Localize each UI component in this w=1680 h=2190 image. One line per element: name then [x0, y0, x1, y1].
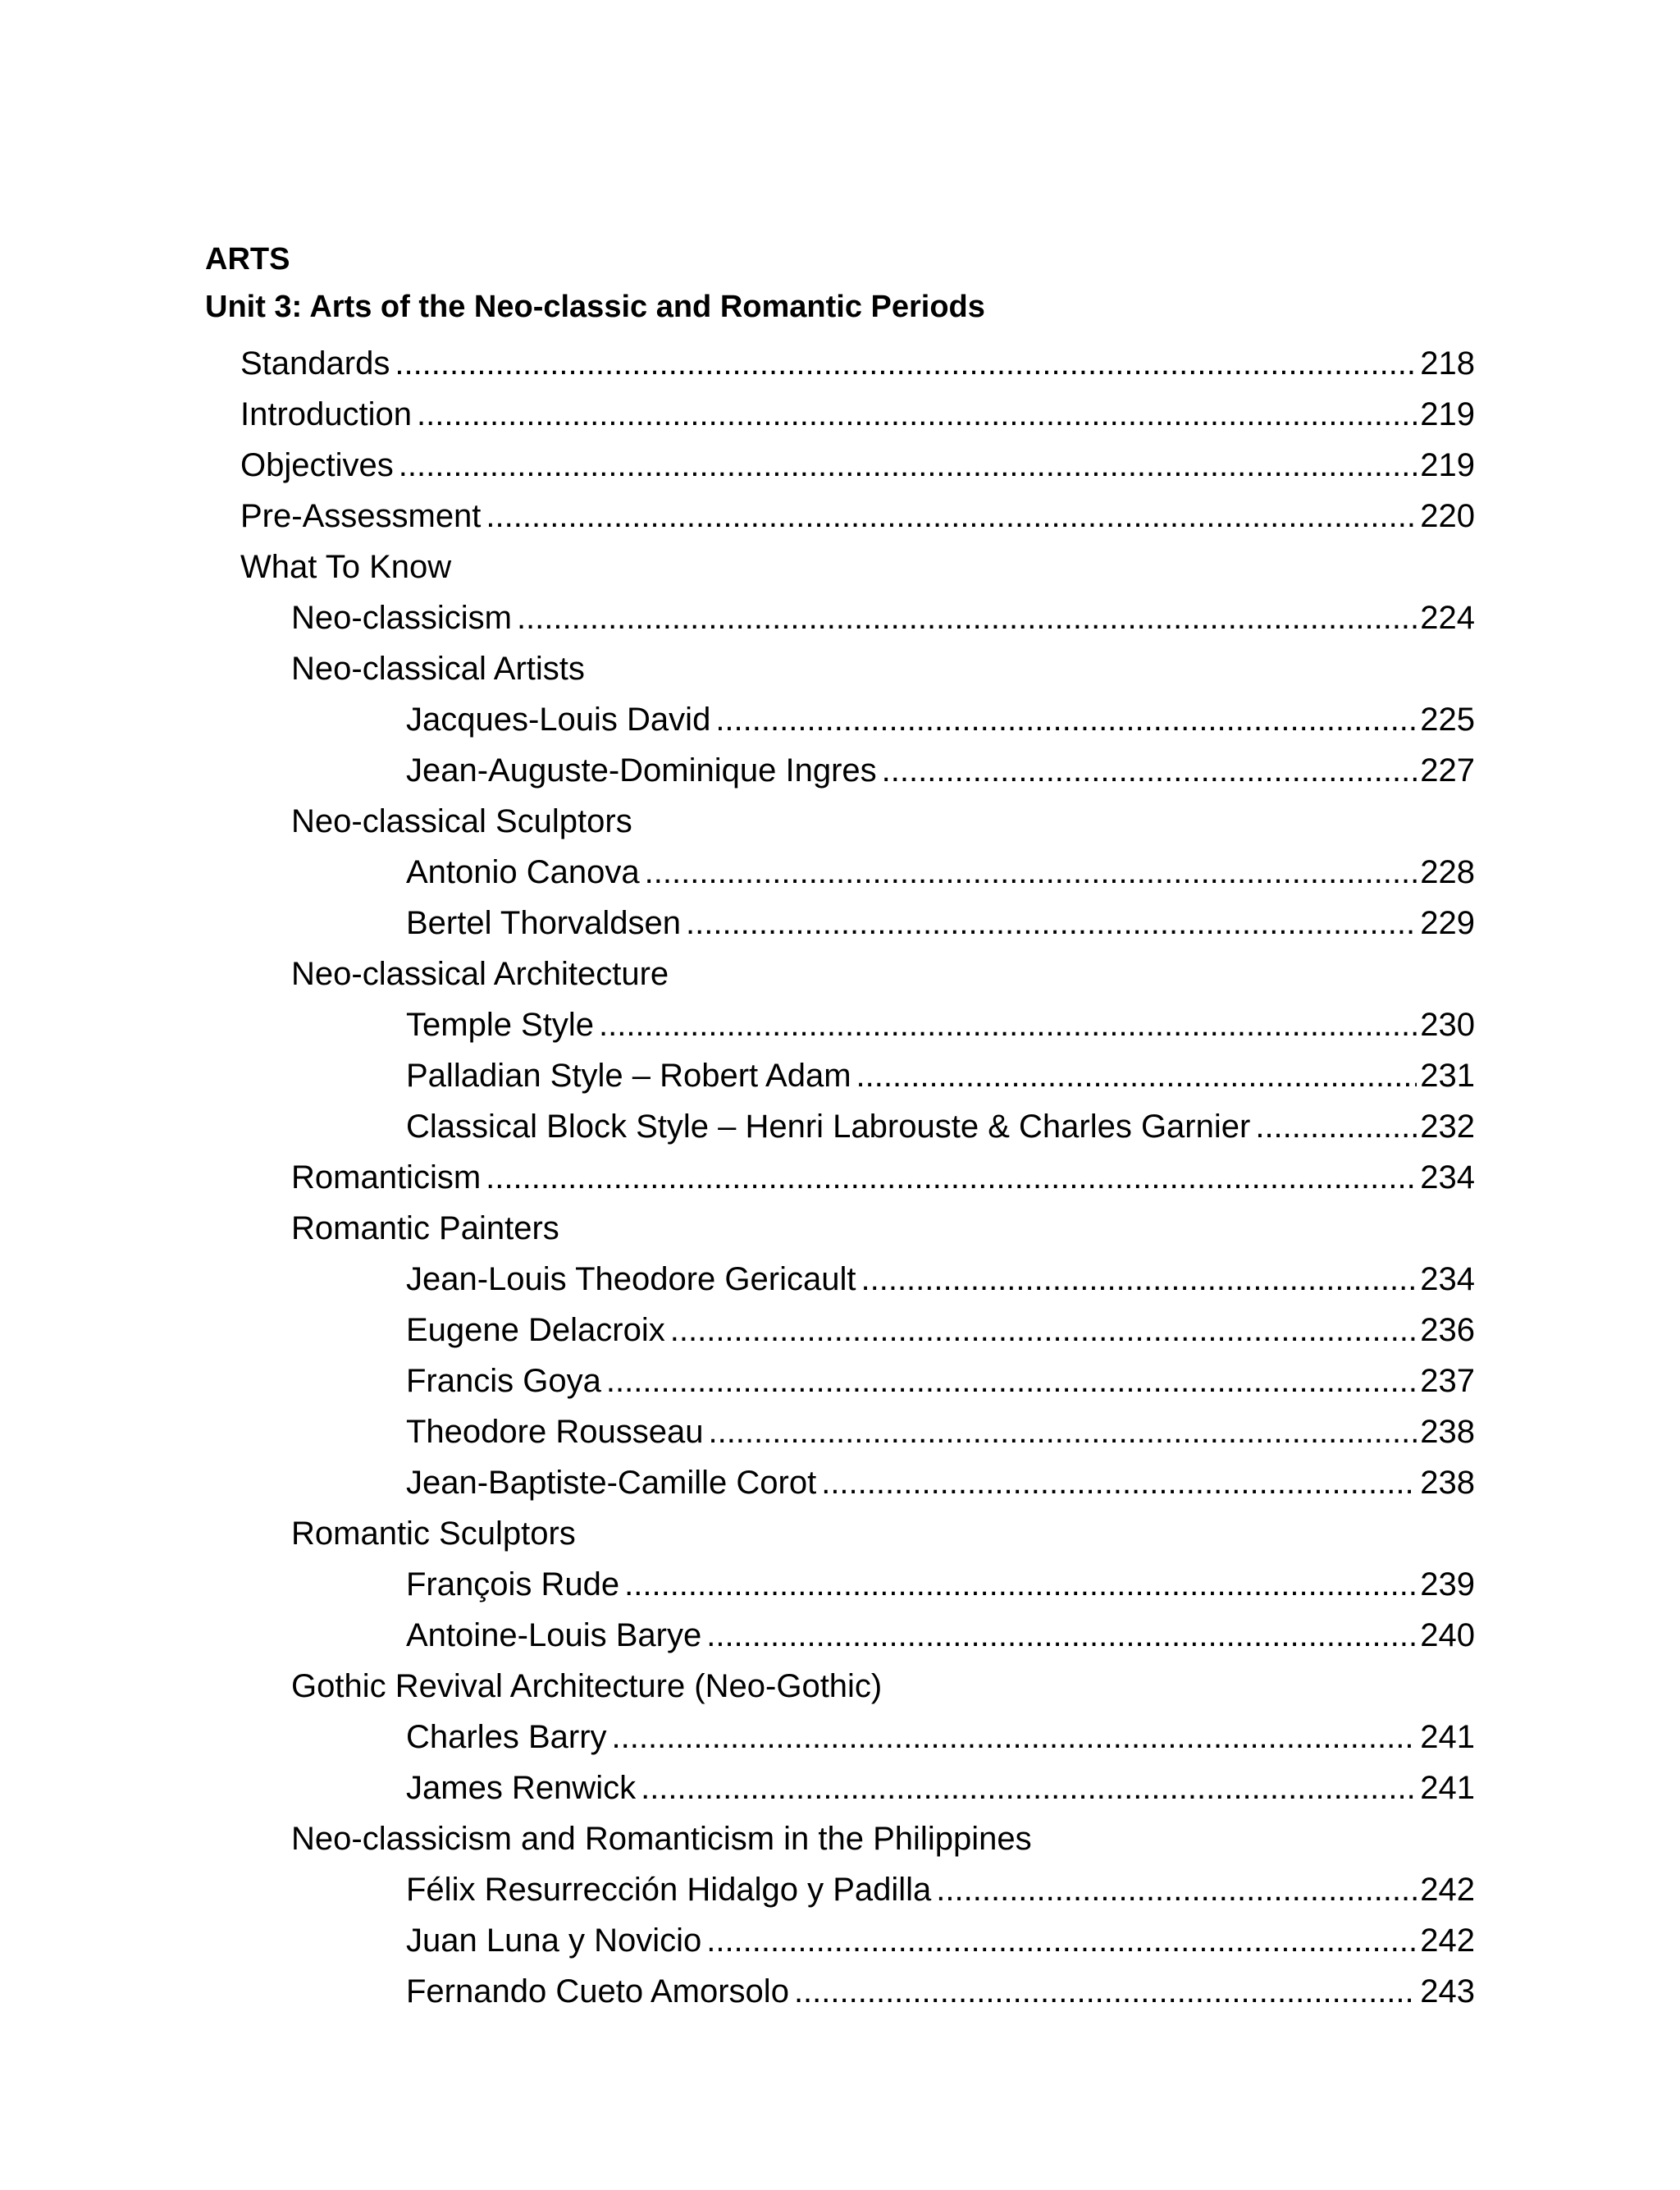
toc-page-number: 242 [1420, 1872, 1475, 1908]
toc-entry-line [291, 1152, 1475, 1203]
toc-entry-line [291, 796, 1475, 847]
toc-entry-line [406, 1610, 1475, 1661]
toc-page-number: 237 [1420, 1363, 1475, 1399]
toc-entry [0, 491, 1680, 542]
toc-entry-label: Standards [240, 345, 390, 382]
toc-page-number: 238 [1420, 1465, 1475, 1501]
toc-entry [0, 1305, 1680, 1356]
toc-entry-line [291, 1508, 1475, 1559]
toc-page-number: 241 [1420, 1770, 1475, 1806]
dot-leader [821, 1457, 1417, 1508]
toc-entry-label: Francis Goya [406, 1363, 601, 1399]
toc-page-number: 241 [1420, 1719, 1475, 1755]
toc-entry-line [291, 643, 1475, 694]
toc-entry [0, 949, 1680, 999]
dot-leader [715, 694, 1417, 745]
toc-entry-label: James Renwick [406, 1770, 637, 1806]
toc-entry-line [406, 745, 1475, 796]
toc-entry-line [406, 1356, 1475, 1406]
dot-leader [706, 1915, 1417, 1966]
toc-entry [0, 440, 1680, 491]
toc-entry-label: Classical Block Style – Henri Labrouste & Charles Garnier [406, 1109, 1251, 1145]
toc-page-number: 238 [1420, 1414, 1475, 1450]
toc-entry [0, 1406, 1680, 1457]
toc-page-number: 228 [1420, 854, 1475, 890]
toc-entry-label: Antoine-Louis Barye [406, 1617, 702, 1653]
toc-entry [0, 1610, 1680, 1661]
toc-entry [0, 1559, 1680, 1610]
toc-entry-line [406, 1305, 1475, 1356]
toc-page-number: 243 [1420, 1973, 1475, 2009]
toc-entry-line [406, 1406, 1475, 1457]
toc-entry-label: Bertel Thorvaldsen [406, 905, 681, 941]
dot-leader [882, 745, 1418, 796]
toc-entry [0, 1203, 1680, 1254]
toc-page-number: 239 [1420, 1566, 1475, 1602]
subject-heading: ARTS [205, 242, 290, 277]
toc-entry-label: Antonio Canova [406, 854, 640, 890]
dot-leader [706, 1610, 1417, 1661]
dot-leader [486, 491, 1417, 542]
toc-entry-line [406, 1559, 1475, 1610]
dot-leader [606, 1356, 1417, 1406]
toc-entry [0, 1763, 1680, 1813]
dot-leader [856, 1050, 1418, 1101]
toc-entry-line [406, 1712, 1475, 1763]
dot-leader [624, 1559, 1417, 1610]
toc-entry [0, 1915, 1680, 1966]
toc-entry-line [240, 491, 1475, 542]
toc-entry-line [406, 898, 1475, 949]
toc-entry-label: Pre-Assessment [240, 498, 482, 534]
toc-entry-label: What To Know [240, 549, 452, 585]
dot-leader [708, 1406, 1417, 1457]
toc-entry [0, 643, 1680, 694]
toc-entry [0, 389, 1680, 440]
toc-entry-label: Eugene Delacroix [406, 1312, 665, 1348]
toc-entry [0, 1152, 1680, 1203]
toc-page-number: 224 [1420, 600, 1475, 636]
toc-entry-line [291, 592, 1475, 643]
toc-entry-label: Introduction [240, 396, 413, 432]
toc-entry-line [406, 1763, 1475, 1813]
toc-entry [0, 847, 1680, 898]
toc-entry-label: Fernando Cueto Amorsolo [406, 1973, 789, 2009]
toc-entry-label: Jacques-Louis David [406, 702, 711, 738]
toc-entry-line [406, 1864, 1475, 1915]
toc-page-number: 236 [1420, 1312, 1475, 1348]
toc-entry-label: Romanticism [291, 1159, 482, 1196]
toc-entry [0, 1864, 1680, 1915]
toc-page-number: 234 [1420, 1159, 1475, 1196]
toc-entry-line [406, 1050, 1475, 1101]
toc-entry-label: Charles Barry [406, 1719, 607, 1755]
toc-page-number: 218 [1420, 345, 1475, 382]
toc-entry-label: Theodore Rousseau [406, 1414, 704, 1450]
toc-entry-label: Félix Resurrección Hidalgo y Padilla [406, 1872, 932, 1908]
toc-entry-line [240, 389, 1475, 440]
toc-entry-label: Neo-classical Architecture [291, 956, 669, 992]
dot-leader [395, 338, 1417, 389]
toc-entry-label: Romantic Painters [291, 1210, 559, 1246]
dot-leader [486, 1152, 1417, 1203]
toc-entry-label: Jean-Auguste-Dominique Ingres [406, 752, 877, 789]
toc-page-number: 240 [1420, 1617, 1475, 1653]
dot-leader [641, 1763, 1417, 1813]
toc-entry [0, 1508, 1680, 1559]
toc-entry-label: Neo-classical Sculptors [291, 803, 632, 839]
toc-page-number: 242 [1420, 1923, 1475, 1959]
dot-leader [399, 440, 1418, 491]
toc-entry-line [291, 949, 1475, 999]
dot-leader [861, 1254, 1417, 1305]
toc-entry [0, 1254, 1680, 1305]
toc-entry-line [406, 694, 1475, 745]
toc-entry [0, 1101, 1680, 1152]
toc-entry [0, 1457, 1680, 1508]
toc-entry [0, 1813, 1680, 1864]
toc-entry-label: Neo-classical Artists [291, 651, 585, 687]
dot-leader [794, 1966, 1417, 2017]
toc-entry-label: Neo-classicism [291, 600, 512, 636]
toc-page-number: 225 [1420, 702, 1475, 738]
toc-entry-label: Objectives [240, 447, 394, 483]
toc-entry-label: Jean-Baptiste-Camille Corot [406, 1465, 817, 1501]
toc-entry-label: Juan Luna y Novicio [406, 1923, 702, 1959]
toc-entry [0, 898, 1680, 949]
toc-entry [0, 796, 1680, 847]
toc-entry-line [406, 1966, 1475, 2017]
dot-leader [645, 847, 1418, 898]
toc-page-number: 230 [1420, 1007, 1475, 1043]
toc-entry-label: Romantic Sculptors [291, 1516, 576, 1552]
toc-entry-line [291, 1203, 1475, 1254]
toc-page-number: 227 [1420, 752, 1475, 789]
dot-leader [670, 1305, 1418, 1356]
toc-page-number: 232 [1420, 1109, 1475, 1145]
toc-entry [0, 592, 1680, 643]
toc-entry-line [291, 1661, 1475, 1712]
toc-entry-line [240, 338, 1475, 389]
dot-leader [517, 592, 1417, 643]
dot-leader [686, 898, 1417, 949]
toc-entry-label: Jean-Louis Theodore Gericault [406, 1261, 856, 1297]
toc-entry-label: Neo-classicism and Romanticism in the Philippines [291, 1821, 1032, 1857]
unit-title: Unit 3: Arts of the Neo-classic and Romantic Periods [205, 290, 985, 324]
toc-entry [0, 999, 1680, 1050]
dot-leader [417, 389, 1417, 440]
toc-page-number: 229 [1420, 905, 1475, 941]
toc-entry-line [406, 1101, 1475, 1152]
toc-entry [0, 1712, 1680, 1763]
dot-leader [1255, 1101, 1417, 1152]
toc-entry-line [240, 440, 1475, 491]
toc-entry [0, 1661, 1680, 1712]
dot-leader [599, 999, 1417, 1050]
dot-leader [612, 1712, 1418, 1763]
toc-entry [0, 542, 1680, 592]
toc-page-number: 220 [1420, 498, 1475, 534]
toc-entry-line [291, 1813, 1475, 1864]
toc-entry-label: Gothic Revival Architecture (Neo-Gothic) [291, 1668, 883, 1704]
toc-entry-label: Palladian Style – Robert Adam [406, 1058, 851, 1094]
toc-entry [0, 1050, 1680, 1101]
toc-entry-label: Temple Style [406, 1007, 594, 1043]
toc-entry-line [406, 1915, 1475, 1966]
toc-entry-line [406, 847, 1475, 898]
toc-entry-line [240, 542, 1475, 592]
toc-entry [0, 745, 1680, 796]
toc-entry-label: François Rude [406, 1566, 620, 1602]
toc-entry-line [406, 1457, 1475, 1508]
toc-page-number: 219 [1420, 447, 1475, 483]
toc-entry-line [406, 1254, 1475, 1305]
toc-entry [0, 1966, 1680, 2017]
toc-entry-line [406, 999, 1475, 1050]
toc-entry [0, 1356, 1680, 1406]
toc-page-number: 234 [1420, 1261, 1475, 1297]
toc-entry [0, 694, 1680, 745]
toc-page-number: 231 [1420, 1058, 1475, 1094]
toc-page-number: 219 [1420, 396, 1475, 432]
toc-entry [0, 338, 1680, 389]
dot-leader [936, 1864, 1417, 1915]
